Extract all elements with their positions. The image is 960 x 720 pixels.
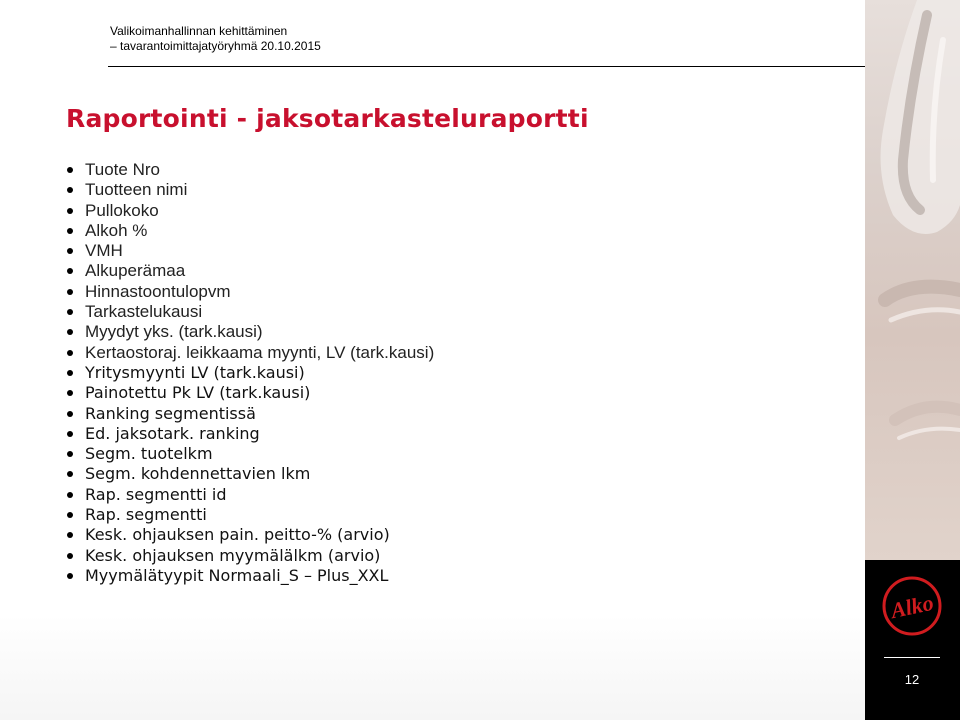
bullet-item: Alkuperämaa bbox=[66, 261, 486, 281]
bullet-item: Myymälätyypit Normaali_S – Plus_XXL bbox=[66, 566, 486, 586]
bullet-item: Kesk. ohjauksen myymälälkm (arvio) bbox=[66, 546, 486, 566]
bullet-dot-icon bbox=[67, 167, 73, 173]
background-fade bbox=[0, 615, 865, 720]
bullet-item: Rap. segmentti bbox=[66, 505, 486, 525]
bullet-item: Hinnastoontulopvm bbox=[66, 282, 486, 302]
alko-logo bbox=[881, 575, 943, 637]
bullet-item: Myydyt yks. (tark.kausi) bbox=[66, 322, 486, 342]
bullet-dot-icon bbox=[67, 208, 73, 214]
bullet-dot-icon bbox=[67, 248, 73, 254]
bullet-dot-icon bbox=[67, 268, 73, 274]
bullet-item: Segm. kohdennettavien lkm bbox=[66, 464, 486, 484]
bullet-dot-icon bbox=[67, 350, 73, 356]
bullet-item: VMH bbox=[66, 241, 486, 261]
bullet-item: Rap. segmentti id bbox=[66, 485, 486, 505]
bullet-dot-icon bbox=[67, 370, 73, 376]
side-photo bbox=[865, 0, 960, 560]
bullet-dot-icon bbox=[67, 390, 73, 396]
bullet-dot-icon bbox=[67, 228, 73, 234]
bullet-item: Tuotteen nimi bbox=[66, 180, 486, 200]
bullet-item: Ranking segmentissä bbox=[66, 404, 486, 424]
panel-divider bbox=[884, 657, 940, 658]
header-line2: – tavarantoimittajatyöryhmä 20.10.2015 bbox=[110, 39, 321, 53]
bullet-dot-icon bbox=[67, 532, 73, 538]
bullet-dot-icon bbox=[67, 512, 73, 518]
svg-text:Alko: Alko bbox=[888, 589, 936, 624]
bullet-dot-icon bbox=[67, 451, 73, 457]
bullet-dot-icon bbox=[67, 553, 73, 559]
header-text bbox=[110, 24, 321, 54]
header-line1: Valikoimanhallinnan kehittäminen bbox=[110, 24, 288, 38]
slide-title: Raportointi - jaksotarkasteluraportti bbox=[66, 104, 589, 133]
bullet-item: Tuote Nro bbox=[66, 160, 486, 180]
bullet-item: Yritysmyynti LV (tark.kausi) bbox=[66, 363, 486, 383]
bullet-dot-icon bbox=[67, 492, 73, 498]
bullet-item: Tarkastelukausi bbox=[66, 302, 486, 322]
bullet-item: Pullokoko bbox=[66, 201, 486, 221]
bullet-item: Kesk. ohjauksen pain. peitto-% (arvio) bbox=[66, 525, 486, 545]
bullet-item: Painotettu Pk LV (tark.kausi) bbox=[66, 383, 486, 403]
bullet-item: Kertaostoraj. leikkaama myynti, LV (tark.kausi) bbox=[66, 343, 486, 363]
bullet-item: Alkoh % bbox=[66, 221, 486, 241]
header-divider bbox=[108, 66, 866, 67]
bullet-dot-icon bbox=[67, 289, 73, 295]
bullet-item: Ed. jaksotark. ranking bbox=[66, 424, 486, 444]
bullet-dot-icon bbox=[67, 431, 73, 437]
bullet-dot-icon bbox=[67, 309, 73, 315]
bullet-dot-icon bbox=[67, 329, 73, 335]
bullet-item: Segm. tuotelkm bbox=[66, 444, 486, 464]
page-number: 12 bbox=[904, 672, 920, 687]
bullet-dot-icon bbox=[67, 573, 73, 579]
bullet-list bbox=[66, 160, 486, 586]
glass-sculpture-image bbox=[865, 0, 960, 560]
bullet-dot-icon bbox=[67, 411, 73, 417]
bullet-dot-icon bbox=[67, 471, 73, 477]
bullet-dot-icon bbox=[67, 187, 73, 193]
